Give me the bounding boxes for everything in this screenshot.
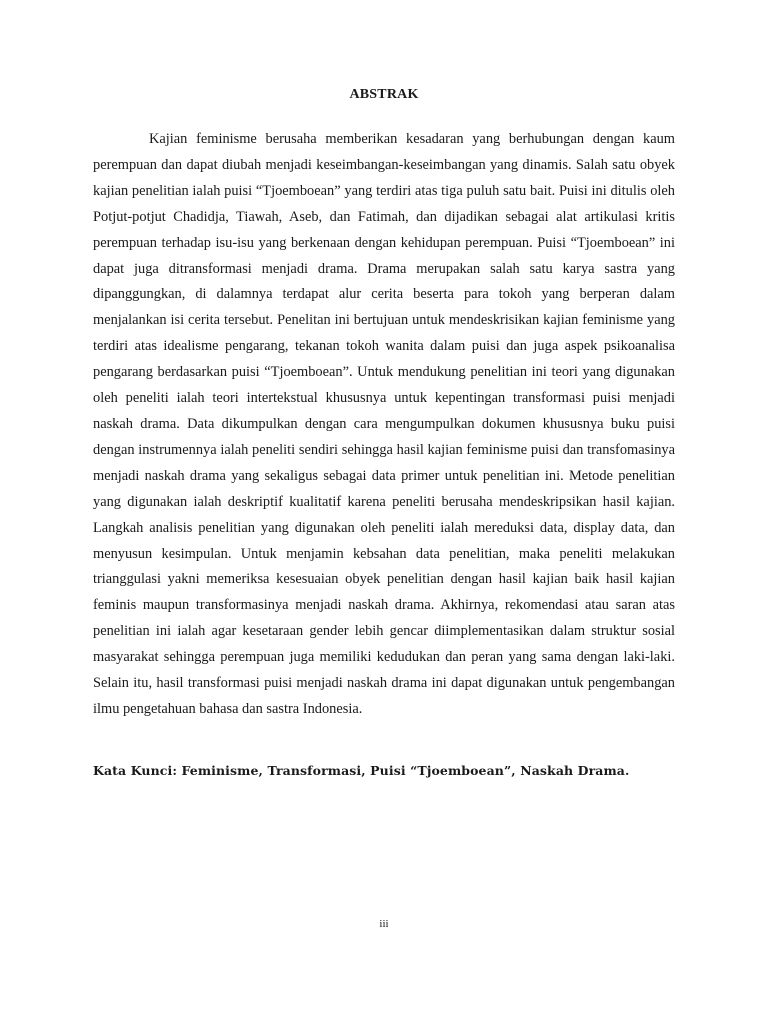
keywords-line: Kata Kunci: Feminisme, Transformasi, Puisi “Tjoemboean”, Naskah Drama. — [93, 763, 630, 778]
page-number: iii — [379, 918, 389, 930]
abstract-paragraph: Kajian feminisme berusaha memberikan kesadaran yang berhubungan dengan kaum perempuan dan dapat diubah menjadi keseimbangan-keseimbangan yang dinamis. Salah satu obyek kajian penelitian ialah puisi “Tjoemboean” yang terdiri atas tiga puluh satu bait. Puisi ini ditulis oleh Potjut-potjut Chadidja, Tiawah, Aseb, dan Fatimah, dan dijadikan sebagai alat artikulasi kritis perempuan terhadap isu-isu yang berkenaan dengan kehidupan perempuan. Puisi “Tjoemboean” ini dapat juga ditransformasi menjadi drama. Drama merupakan salah satu karya sastra yang dipanggungkan, di dalamnya terdapat alur cerita beserta para tokoh yang berperan dalam menjalankan isi cerita tersebut. Penelitan ini bertujuan untuk mendeskrisikan kajian feminisme yang terdiri atas idealisme pengarang, tekanan tokoh wanita dalam puisi dan juga aspek psikoanalisa pengarang berdasarkan puisi “Tjoemboean”. Untuk mendukung penelitian ini teori yang digunakan oleh peneliti ialah teori intertekstual khususnya untuk kepentingan transformasi puisi menjadi naskah drama. Data dikumpulkan dengan cara mengumpulkan dokumen khususnya buku puisi dengan instrumennya ialah peneliti sendiri sehingga hasil kajian feminisme puisi dan transfomasinya menjadi naskah drama yang sekaligus sebagai data primer untuk penelitian ini. Metode penelitian yang digunakan ialah deskriptif kualitatif karena peneliti berusaha mendeskripsikan hasil kajian. Langkah analisis penelitian yang digunakan oleh peneliti ialah mereduksi data, display data, dan menyusun kesimpulan. Untuk menjamin kebsahan data penelitian, maka peneliti melakukan trianggulasi yakni memeriksa kesesuaian obyek penelitian dengan hasil kajian baik hasil kajian feminis maupun transformasinya menjadi naskah drama. Akhirnya, rekomendasi atau saran atas penelitian ini ialah agar kesetaraan gender lebih gencar diimplementasikan dalam struktur sosial masyarakat sehingga perempuan juga memiliki kedudukan dan peran yang sama dengan laki-laki. Selain itu, hasil transformasi puisi menjadi naskah drama ini dapat digunakan untuk pengembangan ilmu pengetahuan bahasa dan sastra Indonesia. — [93, 131, 675, 717]
page-title: ABSTRAK — [349, 87, 419, 102]
